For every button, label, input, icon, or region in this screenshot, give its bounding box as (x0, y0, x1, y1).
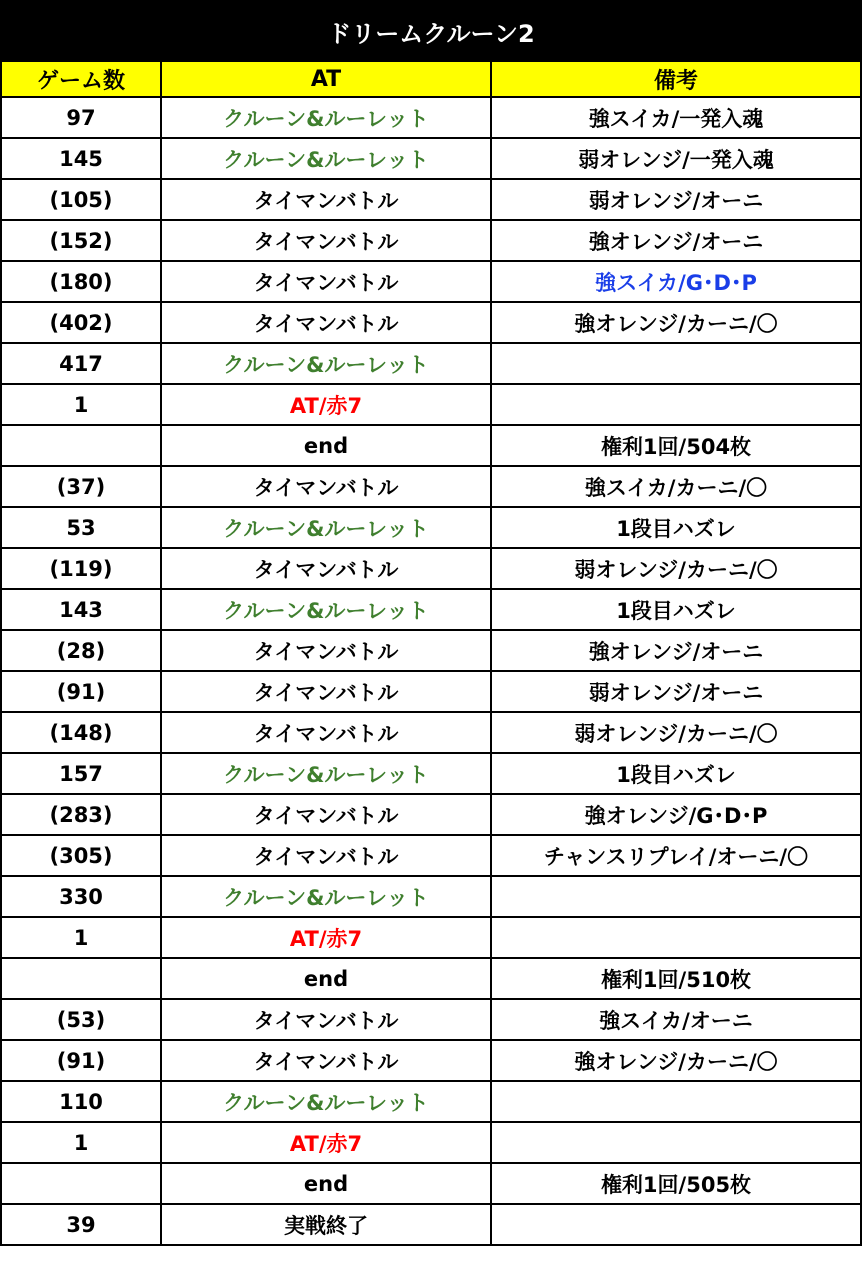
table-row (1, 302, 861, 343)
note-cell (491, 1204, 861, 1245)
note-cell: 権利1回/504枚 (491, 425, 861, 466)
at-cell: 実戦終了 (161, 1204, 491, 1245)
table-row (1, 630, 861, 671)
table-row (1, 179, 861, 220)
note-cell: 強オレンジ/オーニ (491, 630, 861, 671)
table-row (1, 261, 861, 302)
note-cell: 強オレンジ/カーニ/〇 (491, 1040, 861, 1081)
note-cell: 権利1回/510枚 (491, 958, 861, 999)
game-count-cell: 417 (1, 343, 161, 384)
at-cell: タイマンバトル (161, 548, 491, 589)
table-row (1, 1163, 861, 1204)
note-cell: 強スイカ/一発入魂 (491, 97, 861, 138)
note-cell (491, 1122, 861, 1163)
note-cell: 弱オレンジ/カーニ/〇 (491, 712, 861, 753)
table-row (1, 1081, 861, 1122)
at-cell: クルーン&ルーレット (161, 589, 491, 630)
at-cell: タイマンバトル (161, 261, 491, 302)
at-cell: end (161, 1163, 491, 1204)
game-count-cell: (91) (1, 1040, 161, 1081)
game-count-cell: 1 (1, 384, 161, 425)
at-cell: クルーン&ルーレット (161, 507, 491, 548)
table-row (1, 466, 861, 507)
at-cell: AT/赤7 (161, 1122, 491, 1163)
title-row (1, 1, 861, 61)
game-count-cell: 1 (1, 917, 161, 958)
note-cell: 弱オレンジ/オーニ (491, 671, 861, 712)
table-row (1, 97, 861, 138)
game-count-cell: (53) (1, 999, 161, 1040)
note-cell: 強オレンジ/オーニ (491, 220, 861, 261)
table-row (1, 1122, 861, 1163)
table-row (1, 835, 861, 876)
game-count-cell: (148) (1, 712, 161, 753)
game-count-cell: 145 (1, 138, 161, 179)
at-cell: クルーン&ルーレット (161, 753, 491, 794)
at-cell: タイマンバトル (161, 671, 491, 712)
note-cell: 強スイカ/カーニ/〇 (491, 466, 861, 507)
at-cell: AT/赤7 (161, 384, 491, 425)
game-count-cell: (91) (1, 671, 161, 712)
game-count-cell: (37) (1, 466, 161, 507)
at-cell: タイマンバトル (161, 220, 491, 261)
game-count-cell: (152) (1, 220, 161, 261)
at-cell: タイマンバトル (161, 179, 491, 220)
table-title: ドリームクルーン2 (1, 1, 861, 61)
game-count-cell: (119) (1, 548, 161, 589)
game-count-cell (1, 1163, 161, 1204)
game-count-cell: 53 (1, 507, 161, 548)
at-cell: クルーン&ルーレット (161, 97, 491, 138)
note-cell: 1段目ハズレ (491, 589, 861, 630)
table-row (1, 917, 861, 958)
header-game-count: ゲーム数 (1, 61, 161, 97)
note-cell: 強スイカ/G･D･P (491, 261, 861, 302)
at-cell: タイマンバトル (161, 302, 491, 343)
at-cell: end (161, 958, 491, 999)
at-cell: タイマンバトル (161, 712, 491, 753)
table-row (1, 712, 861, 753)
table-row (1, 876, 861, 917)
game-count-cell: 157 (1, 753, 161, 794)
table-row (1, 343, 861, 384)
table-row (1, 425, 861, 466)
game-count-cell: (105) (1, 179, 161, 220)
note-cell (491, 876, 861, 917)
game-count-cell: 330 (1, 876, 161, 917)
header-note: 備考 (491, 61, 861, 97)
at-cell: タイマンバトル (161, 835, 491, 876)
game-count-cell (1, 958, 161, 999)
note-cell: 権利1回/505枚 (491, 1163, 861, 1204)
note-cell (491, 384, 861, 425)
table-body (1, 1, 861, 1245)
game-count-cell: 110 (1, 1081, 161, 1122)
note-cell: 強オレンジ/G･D･P (491, 794, 861, 835)
table-row (1, 1040, 861, 1081)
at-cell: クルーン&ルーレット (161, 1081, 491, 1122)
table-row (1, 958, 861, 999)
at-cell: タイマンバトル (161, 794, 491, 835)
at-cell: クルーン&ルーレット (161, 876, 491, 917)
note-cell: 1段目ハズレ (491, 507, 861, 548)
at-cell: タイマンバトル (161, 630, 491, 671)
header-row (1, 61, 861, 97)
game-count-cell: 97 (1, 97, 161, 138)
game-count-cell: (180) (1, 261, 161, 302)
table-row (1, 507, 861, 548)
table-row (1, 589, 861, 630)
table-row (1, 1204, 861, 1245)
game-count-cell: 39 (1, 1204, 161, 1245)
table-row (1, 548, 861, 589)
game-count-cell: 143 (1, 589, 161, 630)
game-count-cell: (283) (1, 794, 161, 835)
table-row (1, 753, 861, 794)
table-row (1, 794, 861, 835)
note-cell (491, 917, 861, 958)
table-row (1, 220, 861, 261)
note-cell: 弱オレンジ/カーニ/〇 (491, 548, 861, 589)
note-cell (491, 1081, 861, 1122)
game-count-cell (1, 425, 161, 466)
note-cell: チャンスリプレイ/オーニ/〇 (491, 835, 861, 876)
note-cell: 強スイカ/オーニ (491, 999, 861, 1040)
at-cell: クルーン&ルーレット (161, 343, 491, 384)
note-cell: 1段目ハズレ (491, 753, 861, 794)
note-cell: 強オレンジ/カーニ/〇 (491, 302, 861, 343)
at-cell: タイマンバトル (161, 1040, 491, 1081)
at-cell: AT/赤7 (161, 917, 491, 958)
table-row (1, 999, 861, 1040)
note-cell: 弱オレンジ/一発入魂 (491, 138, 861, 179)
note-cell: 弱オレンジ/オーニ (491, 179, 861, 220)
at-cell: end (161, 425, 491, 466)
game-count-cell: (28) (1, 630, 161, 671)
game-count-cell: 1 (1, 1122, 161, 1163)
table-row (1, 384, 861, 425)
at-cell: タイマンバトル (161, 466, 491, 507)
at-cell: タイマンバトル (161, 999, 491, 1040)
header-at: AT (161, 61, 491, 97)
game-count-cell: (305) (1, 835, 161, 876)
table-row (1, 671, 861, 712)
table-row (1, 138, 861, 179)
game-count-cell: (402) (1, 302, 161, 343)
note-cell (491, 343, 861, 384)
at-cell: クルーン&ルーレット (161, 138, 491, 179)
